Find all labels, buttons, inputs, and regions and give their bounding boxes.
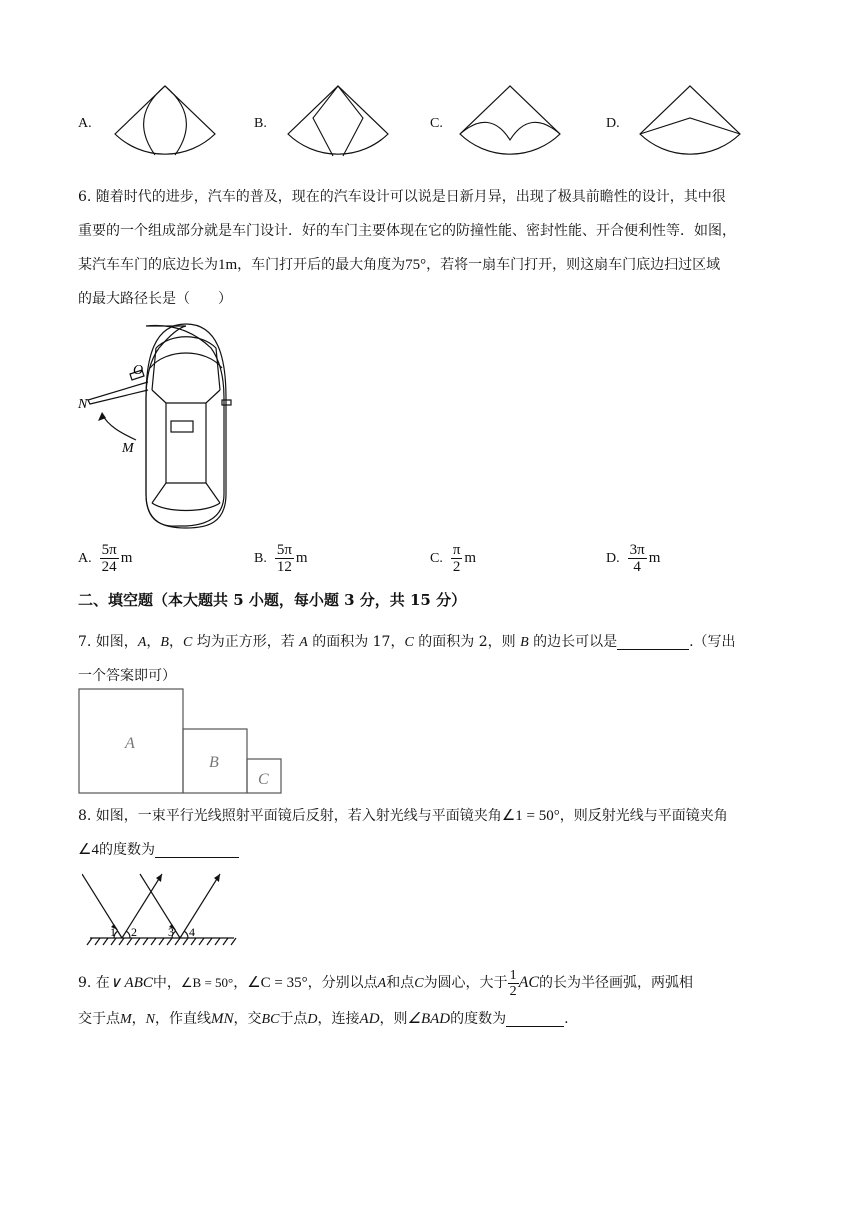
q6-option-d: D. $\frac{3\pi}{4}$ m — [606, 542, 661, 575]
q6-option-a: A. $\frac{5\pi}{24}$ m — [78, 542, 133, 575]
square-c-label: C — [258, 771, 269, 788]
q8-answer-blank[interactable] — [155, 839, 239, 858]
q8-line-1: 8. 如图，一束平行光线照射平面镜后反射，若入射光线与平面镜夹角∠1 = 50°，则反射光线与平面镜夹角 — [78, 808, 728, 824]
q6-line-1: 6. 随着时代的进步，汽车的普及，现在的汽车设计可以说是日新月异，出现了极具前瞻性的设计，其中很 — [78, 189, 726, 205]
q5-option-c-label: C. — [430, 116, 443, 131]
square-a-label: A — [125, 735, 135, 752]
q6-option-b: B. $\frac{5\pi}{12}$ m — [254, 542, 308, 575]
square-b-label: B — [209, 754, 219, 771]
section-2-heading: 二、填空题（本大题共 5 小题，每小题 3 分，共 15 分） — [78, 591, 467, 609]
q9-answer-blank[interactable] — [506, 1008, 564, 1027]
q5-option-c-figure — [455, 82, 565, 164]
q6-label-n: N — [78, 397, 88, 412]
q5-option-a-figure — [110, 82, 220, 164]
q8-line-2: ∠4的度数为 — [78, 833, 239, 867]
q5-option-a-label: A. — [78, 116, 92, 131]
q6-line-3: 某汽车车门的底边长为1m，车门打开后的最大角度为75°，若将一扇车门打开，则这扇车门底边扫过区域 — [78, 257, 721, 273]
q6-door-length: 1m — [218, 257, 238, 273]
q6-door-angle: 75° — [405, 257, 427, 273]
q6-car-figure — [76, 318, 246, 533]
q8-angle-label-2: 2 — [131, 925, 137, 939]
q6-line-4: 的最大路径长是（ ） — [78, 291, 232, 307]
q5-option-d-figure — [635, 82, 745, 164]
q8-angle-4: ∠4 — [78, 842, 99, 858]
q7-answer-blank[interactable] — [617, 631, 689, 650]
q5-option-b-figure — [283, 82, 393, 164]
q5-option-d-label: D. — [606, 116, 620, 131]
q5-option-b-label: B. — [254, 116, 267, 131]
q6-label-m: M — [122, 441, 134, 456]
q8-angle-label-1: 1 — [110, 925, 116, 939]
q6-line-2: 重要的一个组成部分就是车门设计．好的车门主要体现在它的防撞性能、密封性能、开合便利性等．如图， — [78, 223, 736, 239]
q6-label-o: O — [133, 363, 144, 378]
q7-squares-figure — [78, 688, 288, 798]
q6-option-c: C. $\frac{\pi}{2}$ m — [430, 542, 477, 575]
q8-mirror-figure — [82, 868, 242, 948]
q8-angle-1: ∠1 = 50° — [501, 808, 560, 824]
q9-line-2: 交于点M，N，作直线MN，交BC于点D，连接AD，则∠BAD的度数为 . — [78, 1002, 569, 1037]
q7-line-1: 7. 如图，A，B，C 均为正方形，若 A 的面积为 17，C 的面积为 2，则 B 的边长可以是 .（写出 — [78, 625, 736, 660]
q7-line-2: 一个答案即可） — [78, 668, 176, 684]
q8-angle-label-3: 3 — [168, 925, 174, 939]
q8-angle-label-4: 4 — [189, 925, 195, 939]
q9-line-1: 9. 在∨ ABC中，∠B = 50°，∠C = 35°，分别以点A和点C为圆心，大于 $\frac{1}{2}$ AC的长为半径画弧，两弧相 — [78, 967, 694, 999]
